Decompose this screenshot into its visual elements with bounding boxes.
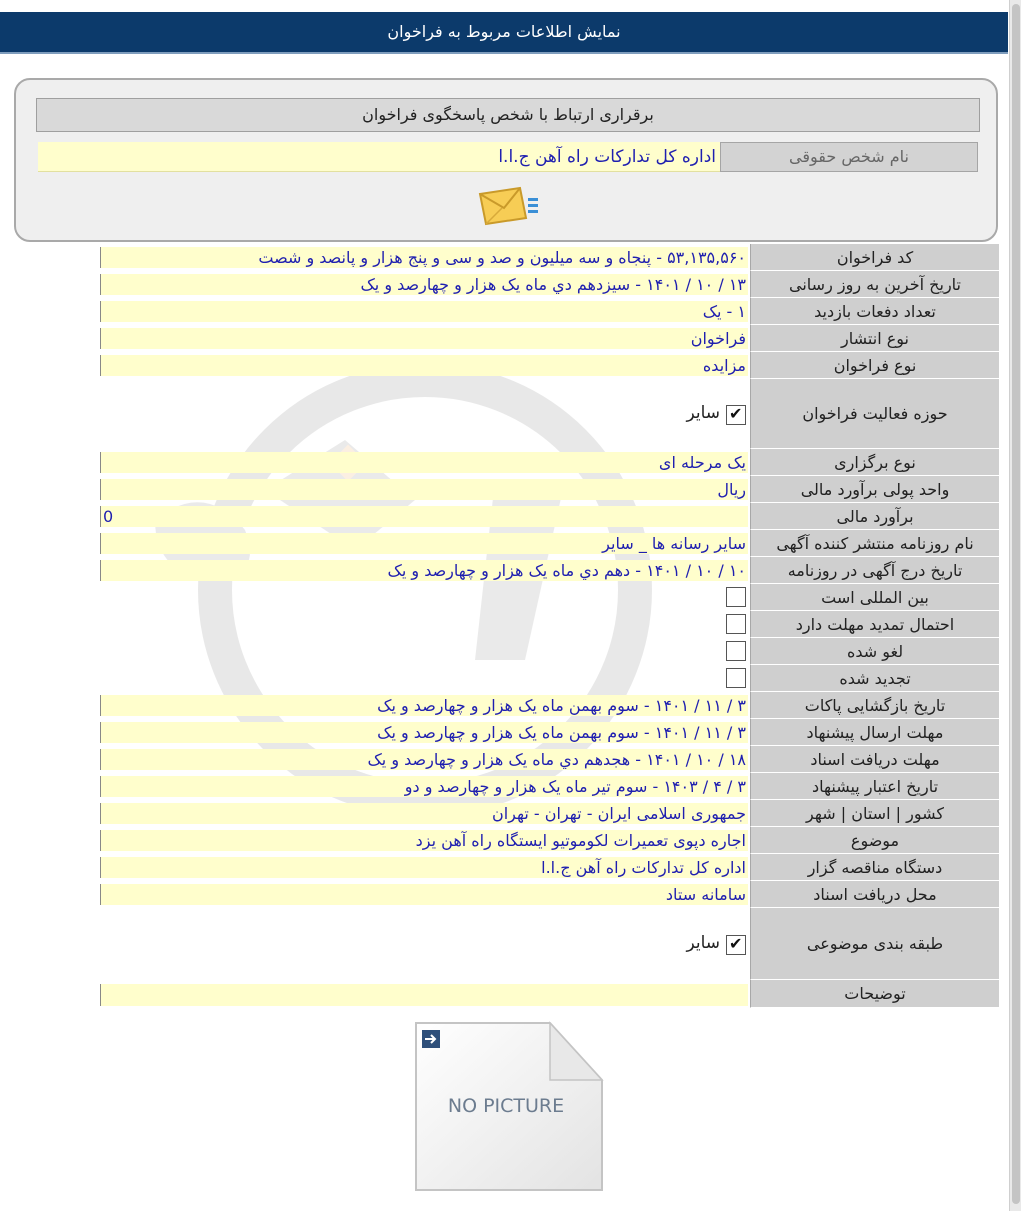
label-organizer: دستگاه مناقصه گزار bbox=[750, 854, 999, 881]
contact-person-value: اداره کل تدارکات راه آهن ج.ا.ا bbox=[38, 142, 720, 172]
label-visits: تعداد دفعات بازدید bbox=[750, 298, 999, 325]
row-docs-deadline bbox=[0, 746, 1021, 773]
value-subject: اجاره دپوی تعمیرات لکوموتیو ایستگاه راه آهن یزد bbox=[100, 830, 748, 851]
international-checkbox[interactable] bbox=[726, 587, 746, 607]
category-option: سایر bbox=[686, 933, 720, 953]
label-description: توضیحات bbox=[750, 980, 999, 1008]
row-docs-place bbox=[0, 881, 1021, 908]
label-location: کشور | استان | شهر bbox=[750, 800, 999, 827]
category-checkbox[interactable] bbox=[726, 935, 746, 955]
label-estimate: برآورد مالی bbox=[750, 503, 999, 530]
row-description bbox=[0, 980, 1021, 1008]
row-currency bbox=[0, 476, 1021, 503]
value-ad-date: ۱۰ / ۱۰ / ۱۴۰۱ - دهم دي ماه یک هزار و چهارصد و یک bbox=[100, 560, 748, 581]
contact-panel-title: برقراری ارتباط با شخص پاسخگوی فراخوان bbox=[36, 98, 980, 132]
no-picture-image[interactable] bbox=[412, 1020, 606, 1195]
contact-person-label: نام شخص حقوقی bbox=[720, 142, 978, 172]
label-canceled: لغو شده bbox=[750, 638, 999, 665]
row-organizer bbox=[0, 854, 1021, 881]
value-call-type: مزایده bbox=[100, 355, 748, 376]
value-docs-deadline: ۱۸ / ۱۰ / ۱۴۰۱ - هجدهم دي ماه یک هزار و چهارصد و یک bbox=[100, 749, 748, 770]
label-last-update: تاریخ آخرین به روز رسانی bbox=[750, 271, 999, 298]
contact-person-row bbox=[38, 142, 978, 172]
row-category bbox=[0, 908, 1021, 980]
label-renewed: تجدید شده bbox=[750, 665, 999, 692]
page-header bbox=[0, 12, 1008, 54]
row-holding-type bbox=[0, 449, 1021, 476]
value-submit-deadline: ۳ / ۱۱ / ۱۴۰۱ - سوم بهمن ماه یک هزار و چهارصد و یک bbox=[100, 722, 748, 743]
activity-option: سایر bbox=[686, 403, 720, 423]
value-organizer: اداره کل تدارکات راه آهن ج.ا.ا bbox=[100, 857, 748, 878]
label-publish-type: نوع انتشار bbox=[750, 325, 999, 352]
value-description bbox=[100, 984, 748, 1006]
label-holding-type: نوع برگزاری bbox=[750, 449, 999, 476]
value-newspaper: سایر رسانه ها _ سایر bbox=[100, 533, 748, 554]
label-code: کد فراخوان bbox=[750, 244, 999, 271]
row-call-type bbox=[0, 352, 1021, 379]
label-currency: واحد پولی برآورد مالی bbox=[750, 476, 999, 503]
label-submit-deadline: مهلت ارسال پیشنهاد bbox=[750, 719, 999, 746]
row-code bbox=[0, 244, 1021, 271]
value-publish-type: فراخوان bbox=[100, 328, 748, 349]
label-validity-date: تاریخ اعتبار پیشنهاد bbox=[750, 773, 999, 800]
value-last-update: ۱۳ / ۱۰ / ۱۴۰۱ - سیزدهم دي ماه یک هزار و چهارصد و یک bbox=[100, 274, 748, 295]
renewed-checkbox[interactable] bbox=[726, 668, 746, 688]
value-estimate: 0 bbox=[100, 506, 748, 527]
row-opening-date bbox=[0, 692, 1021, 719]
row-activity bbox=[0, 379, 1021, 449]
row-location bbox=[0, 800, 1021, 827]
row-visits bbox=[0, 298, 1021, 325]
row-submit-deadline bbox=[0, 719, 1021, 746]
row-renewed bbox=[0, 665, 1021, 692]
value-opening-date: ۳ / ۱۱ / ۱۴۰۱ - سوم بهمن ماه یک هزار و چهارصد و یک bbox=[100, 695, 748, 716]
value-holding-type: یک مرحله ای bbox=[100, 452, 748, 473]
row-validity-date bbox=[0, 773, 1021, 800]
label-ad-date: تاریخ درج آگهی در روزنامه bbox=[750, 557, 999, 584]
label-extension: احتمال تمدید مهلت دارد bbox=[750, 611, 999, 638]
row-canceled bbox=[0, 638, 1021, 665]
row-publish-type bbox=[0, 325, 1021, 352]
value-code: ۵۳,۱۳۵,۵۶۰ - پنجاه و سه میلیون و صد و سی و پنج هزار و پانصد و شصت bbox=[100, 247, 748, 268]
row-international bbox=[0, 584, 1021, 611]
label-call-type: نوع فراخوان bbox=[750, 352, 999, 379]
page-title: نمایش اطلاعات مربوط به فراخوان bbox=[387, 22, 621, 41]
label-docs-place: محل دریافت اسناد bbox=[750, 881, 999, 908]
value-docs-place: سامانه ستاد bbox=[100, 884, 748, 905]
row-estimate bbox=[0, 503, 1021, 530]
row-extension bbox=[0, 611, 1021, 638]
arrow-right-icon[interactable] bbox=[422, 1030, 440, 1048]
value-currency: ریال bbox=[100, 479, 748, 500]
label-international: بین المللی است bbox=[750, 584, 999, 611]
value-location: جمهوری اسلامی ایران - تهران - تهران bbox=[100, 803, 748, 824]
envelope-icon[interactable] bbox=[476, 184, 540, 228]
canceled-checkbox[interactable] bbox=[726, 641, 746, 661]
label-category: طبقه بندی موضوعی bbox=[750, 908, 999, 980]
row-last-update bbox=[0, 271, 1021, 298]
extension-checkbox[interactable] bbox=[726, 614, 746, 634]
row-ad-date bbox=[0, 557, 1021, 584]
row-newspaper bbox=[0, 530, 1021, 557]
value-visits: ۱ - یک bbox=[100, 301, 748, 322]
label-subject: موضوع bbox=[750, 827, 999, 854]
activity-checkbox[interactable] bbox=[726, 405, 746, 425]
contact-panel bbox=[14, 78, 998, 242]
label-newspaper: نام روزنامه منتشر کننده آگهی bbox=[750, 530, 999, 557]
label-activity: حوزه فعالیت فراخوان bbox=[750, 379, 999, 449]
label-opening-date: تاریخ بازگشایی پاکات bbox=[750, 692, 999, 719]
row-subject bbox=[0, 827, 1021, 854]
label-docs-deadline: مهلت دریافت اسناد bbox=[750, 746, 999, 773]
no-picture-text: NO PICTURE bbox=[447, 1095, 565, 1117]
value-validity-date: ۳ / ۴ / ۱۴۰۳ - سوم تیر ماه یک هزار و چهارصد و دو bbox=[100, 776, 748, 797]
